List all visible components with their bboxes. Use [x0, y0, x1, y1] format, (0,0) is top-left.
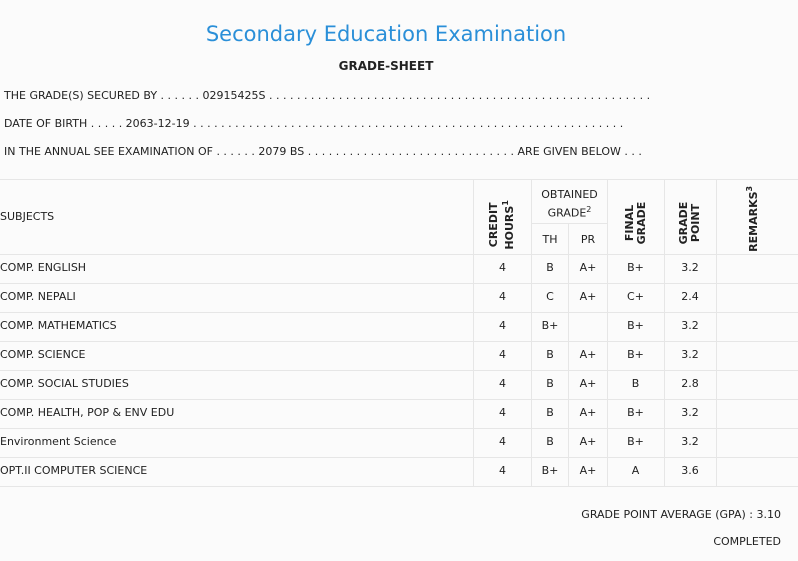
subject-cell: COMP. HEALTH, POP & ENV EDU — [0, 406, 175, 419]
th-grade-cell: B+ — [541, 319, 559, 332]
header-remarks-text: REMARKS — [746, 191, 760, 252]
table-divider — [0, 254, 798, 255]
table-divider — [0, 283, 798, 284]
th-grade-cell: B — [546, 261, 554, 274]
subject-cell: COMP. ENGLISH — [0, 261, 87, 274]
credit-cell: 4 — [499, 464, 506, 477]
table-divider — [0, 457, 798, 458]
header-credit-line2 — [500, 195, 516, 255]
subject-cell: OPT.II COMPUTER SCIENCE — [0, 464, 148, 477]
table-divider — [0, 399, 798, 400]
pr-grade-cell: A+ — [579, 406, 597, 419]
gpa-summary: GRADE POINT AVERAGE (GPA) : 3.10 — [581, 508, 781, 521]
pr-grade-cell: A+ — [579, 435, 597, 448]
credit-cell: 4 — [499, 290, 506, 303]
status-label: COMPLETED — [713, 535, 781, 548]
date-of-birth-line: DATE OF BIRTH . . . . . 2063-12-19 . . . . . . . . . . . . . . . . . . . . . . . . . . . . . . . . . . . . . . . . . . . . . . . . . . . . . . . . . . . . . . — [4, 117, 624, 130]
final-grade-cell: B+ — [627, 406, 644, 419]
grade-point-cell: 3.6 — [681, 464, 699, 477]
grade-point-cell: 3.2 — [681, 435, 699, 448]
grade-sheet-heading: GRADE-SHEET — [338, 59, 434, 73]
table-divider — [0, 312, 798, 313]
header-point-line2: POINT — [689, 203, 702, 243]
credit-cell: 4 — [499, 261, 506, 274]
header-grade-point — [678, 193, 702, 253]
credit-cell: 4 — [499, 348, 506, 361]
grade-point-cell: 2.8 — [681, 377, 699, 390]
final-grade-cell: B+ — [627, 435, 644, 448]
table-border — [0, 179, 798, 180]
subject-cell: COMP. NEPALI — [0, 290, 76, 303]
footnote-marker: 3 — [745, 185, 755, 192]
pr-grade-cell: A+ — [579, 348, 597, 361]
th-grade-cell: B — [546, 406, 554, 419]
th-grade-cell: B+ — [541, 464, 559, 477]
final-grade-cell: B+ — [627, 319, 644, 332]
final-grade-cell: B — [631, 377, 640, 390]
final-grade-cell: B+ — [627, 348, 644, 361]
grade-point-cell: 3.2 — [681, 319, 699, 332]
grade-point-cell: 3.2 — [681, 406, 699, 419]
header-credit-text: HOURS — [502, 205, 516, 250]
subject-cell: COMP. SCIENCE — [0, 348, 86, 361]
credit-cell: 4 — [499, 406, 506, 419]
credit-cell: 4 — [499, 377, 506, 390]
header-credit-line1: CREDIT — [487, 202, 501, 248]
header-credit-hours — [488, 195, 516, 255]
pr-grade-cell: A+ — [579, 464, 597, 477]
header-remarks — [744, 179, 760, 259]
subject-cell: Environment Science — [0, 435, 117, 448]
grade-table — [0, 179, 798, 487]
header-obtained-grade — [531, 187, 608, 221]
subject-cell: COMP. MATHEMATICS — [0, 319, 117, 332]
column-divider — [716, 179, 717, 487]
table-divider — [0, 341, 798, 342]
grade-point-cell: 2.4 — [681, 290, 699, 303]
header-pr: PR — [580, 233, 596, 246]
pr-grade-cell: A+ — [579, 290, 597, 303]
grade-point-cell: 3.2 — [681, 261, 699, 274]
final-grade-cell: A — [631, 464, 640, 477]
pr-grade-cell: A+ — [579, 261, 597, 274]
header-obtained-line1: OBTAINED — [541, 188, 598, 201]
page-title: Secondary Education Examination — [205, 22, 567, 46]
table-divider — [531, 223, 607, 224]
header-final-grade — [624, 193, 648, 253]
examination-line: IN THE ANNUAL SEE EXAMINATION OF . . . . . . 2079 BS . . . . . . . . . . . . . . . . . . . . . . . . . . . . . . ARE GIVEN BELOW . . . — [4, 145, 642, 158]
final-grade-cell: C+ — [627, 290, 644, 303]
pr-grade-cell: A+ — [579, 377, 597, 390]
final-grade-cell: B+ — [627, 261, 644, 274]
header-final-line2: GRADE — [635, 201, 648, 245]
header-point-line1: GRADE — [677, 201, 690, 245]
footnote-marker: 2 — [586, 205, 592, 214]
subject-cell: COMP. SOCIAL STUDIES — [0, 377, 129, 390]
th-grade-cell: C — [546, 290, 554, 303]
table-divider — [0, 428, 798, 429]
header-obtained-text: GRADE — [547, 206, 587, 220]
header-subjects: SUBJECTS — [0, 210, 55, 223]
header-final-line1: FINAL — [623, 204, 636, 242]
th-grade-cell: B — [546, 348, 554, 361]
header-obtained-line2 — [531, 202, 608, 221]
footnote-marker: 1 — [501, 200, 511, 206]
credit-cell: 4 — [499, 319, 506, 332]
grade-point-cell: 3.2 — [681, 348, 699, 361]
th-grade-cell: B — [546, 435, 554, 448]
table-border — [0, 486, 798, 487]
th-grade-cell: B — [546, 377, 554, 390]
credit-cell: 4 — [499, 435, 506, 448]
secured-by-line: THE GRADE(S) SECURED BY . . . . . . 02915425S . . . . . . . . . . . . . . . . . . . . . . . . . . . . . . . . . . . . . . . . . . . . . . . . . . . . . . . — [4, 89, 651, 102]
table-divider — [0, 370, 798, 371]
header-th: TH — [542, 233, 558, 246]
